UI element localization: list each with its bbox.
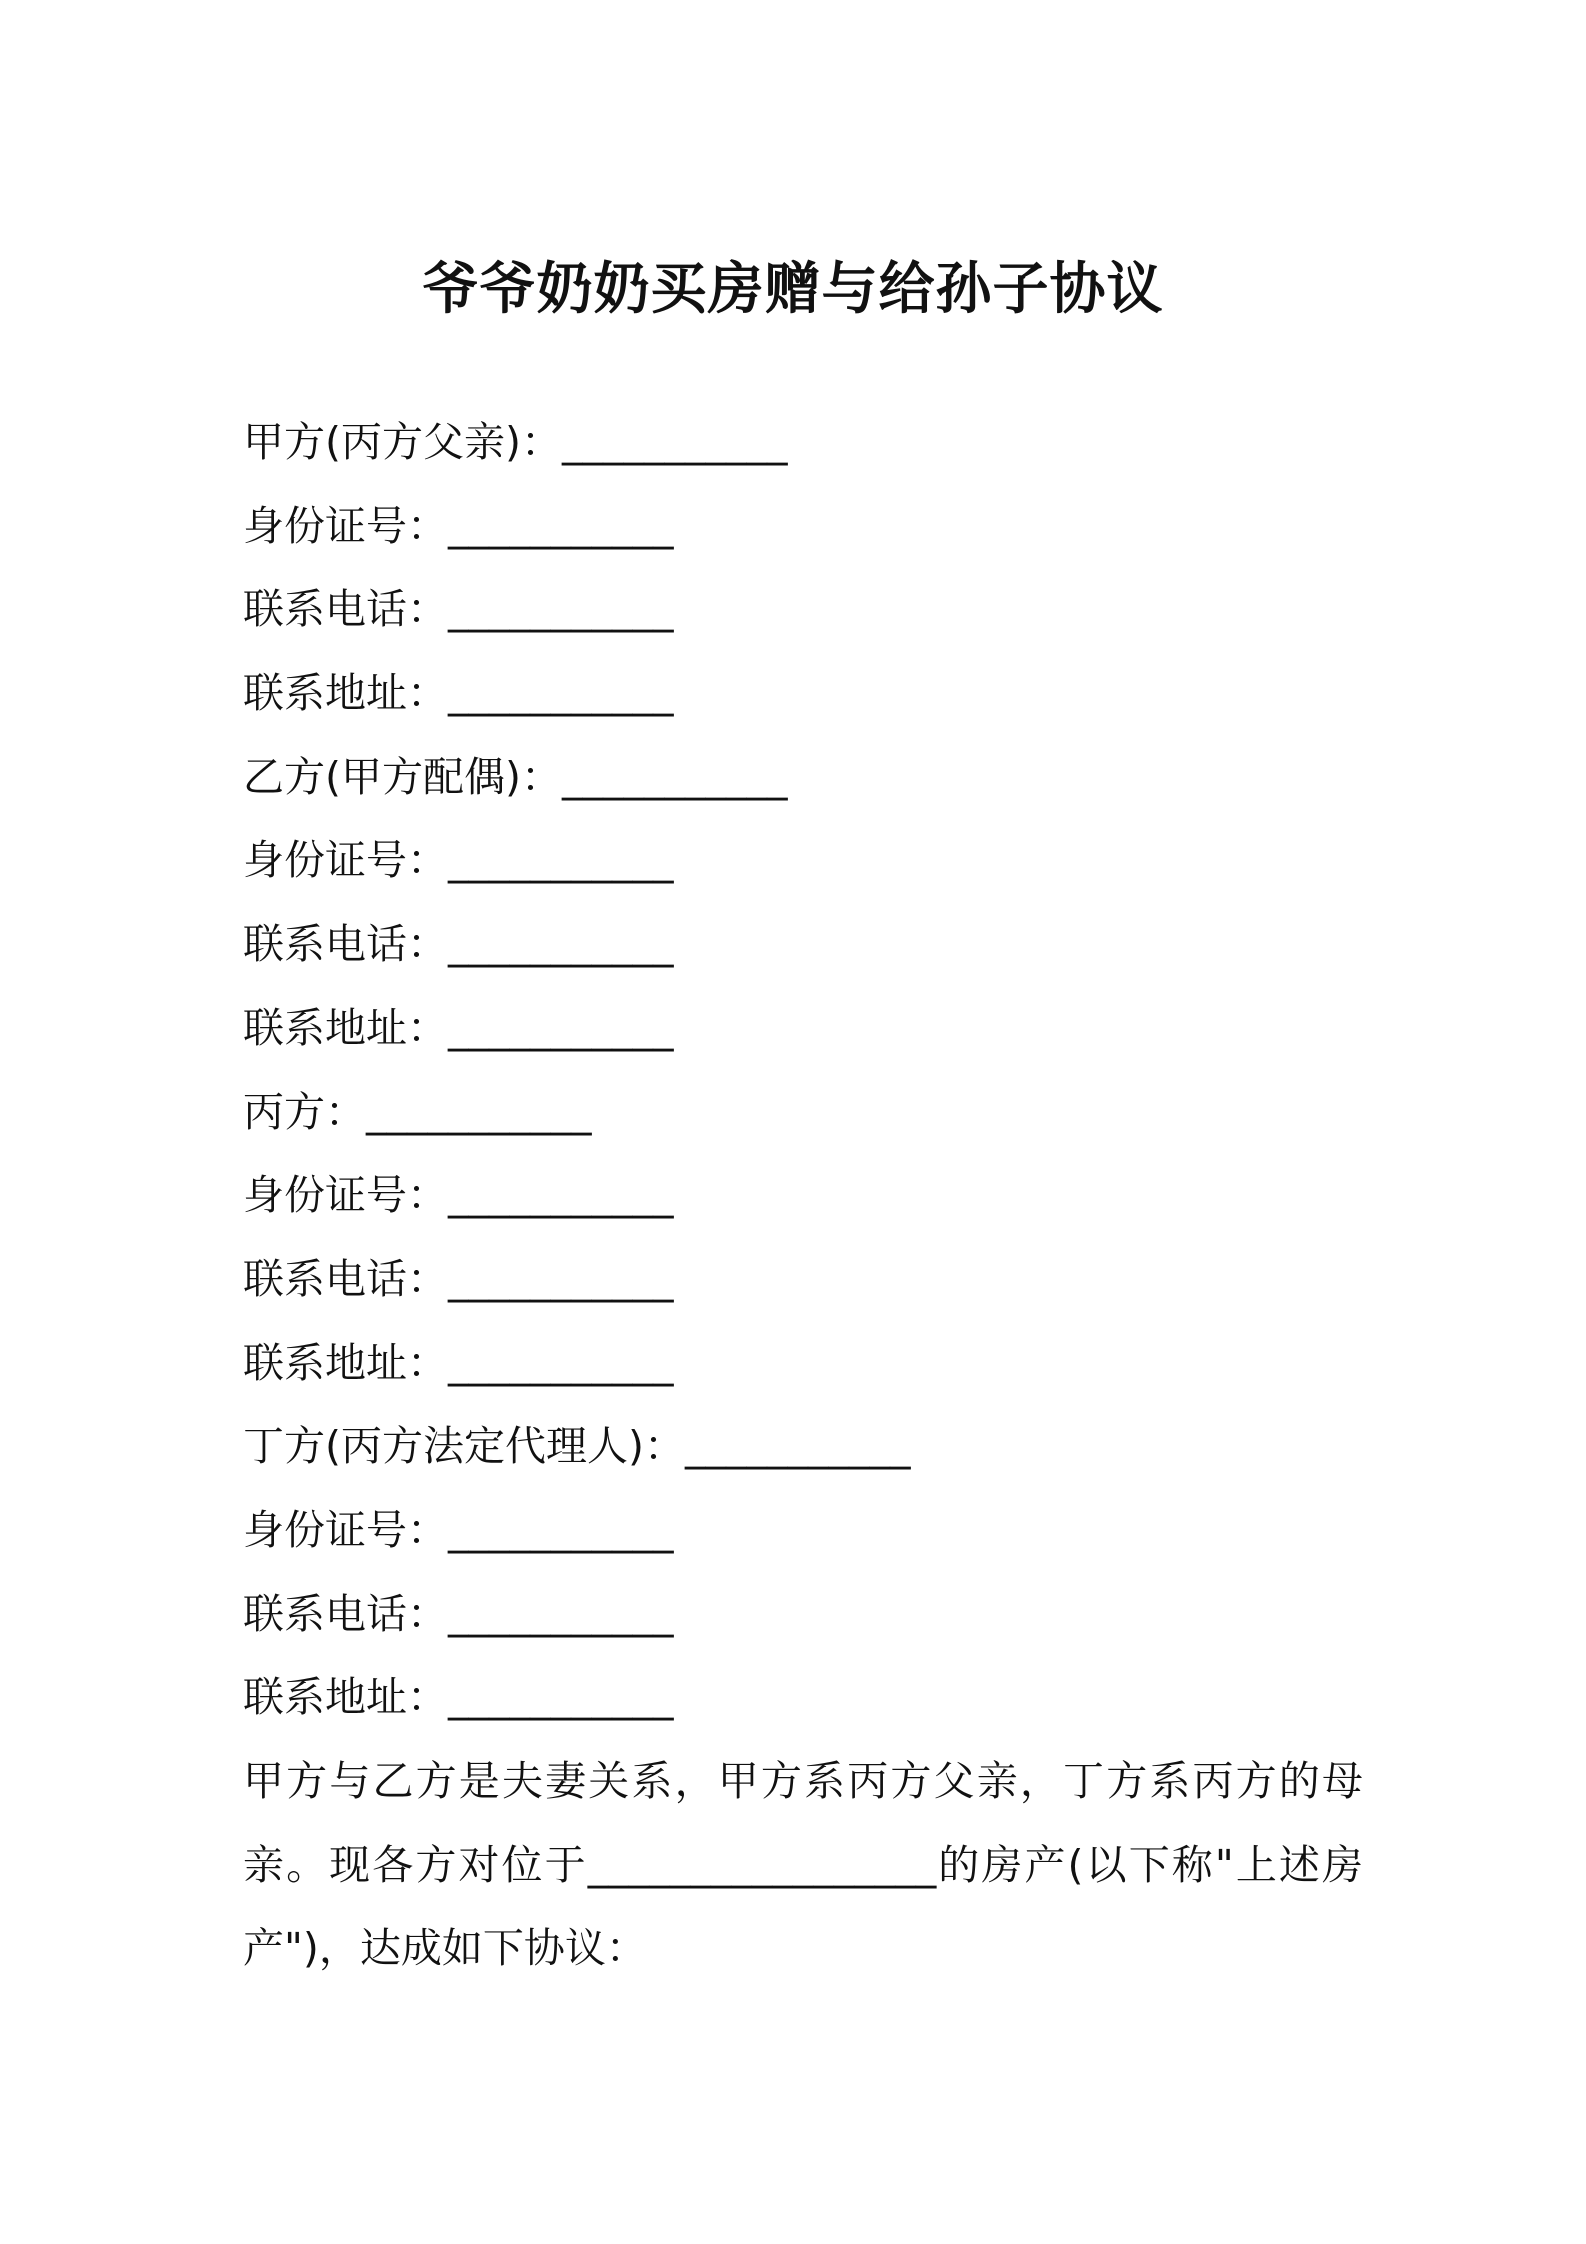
- document-title: 爷爷奶奶买房赠与给孙子协议: [422, 257, 1164, 322]
- field-party-d-id: 身份证号：___________: [243, 1505, 674, 1554]
- field-party-c-phone: 联系电话：___________: [243, 1254, 674, 1303]
- field-party-d-address: 联系地址：___________: [243, 1673, 674, 1722]
- field-party-d: 丁方(丙方法定代理人)：___________: [243, 1422, 911, 1471]
- field-party-c: 丙方：___________: [243, 1087, 592, 1136]
- field-party-a: 甲方(丙方父亲)：___________: [243, 418, 788, 466]
- field-party-c-address: 联系地址：___________: [243, 1338, 674, 1387]
- field-party-b-id: 身份证号：___________: [243, 836, 674, 885]
- field-party-b-phone: 联系电话：___________: [243, 920, 674, 969]
- field-party-a-phone: 联系电话：___________: [243, 585, 674, 634]
- field-party-c-id: 身份证号：___________: [243, 1171, 674, 1220]
- party-info-list: [243, 407, 1363, 1746]
- field-party-a-address: 联系地址：___________: [243, 669, 674, 718]
- agreement-intro-paragraph: 甲方与乙方是夫妻关系，甲方系丙方父亲，丁方系丙方的母亲。现各方对位于_________________的房产(以下称"上述房产")，达成如下协议：: [243, 1757, 1363, 1973]
- field-party-b-address: 联系地址：___________: [243, 1003, 674, 1052]
- field-party-d-phone: 联系电话：___________: [243, 1589, 674, 1638]
- field-party-b: 乙方(甲方配偶)：___________: [243, 752, 788, 801]
- field-party-a-id: 身份证号：___________: [243, 501, 674, 550]
